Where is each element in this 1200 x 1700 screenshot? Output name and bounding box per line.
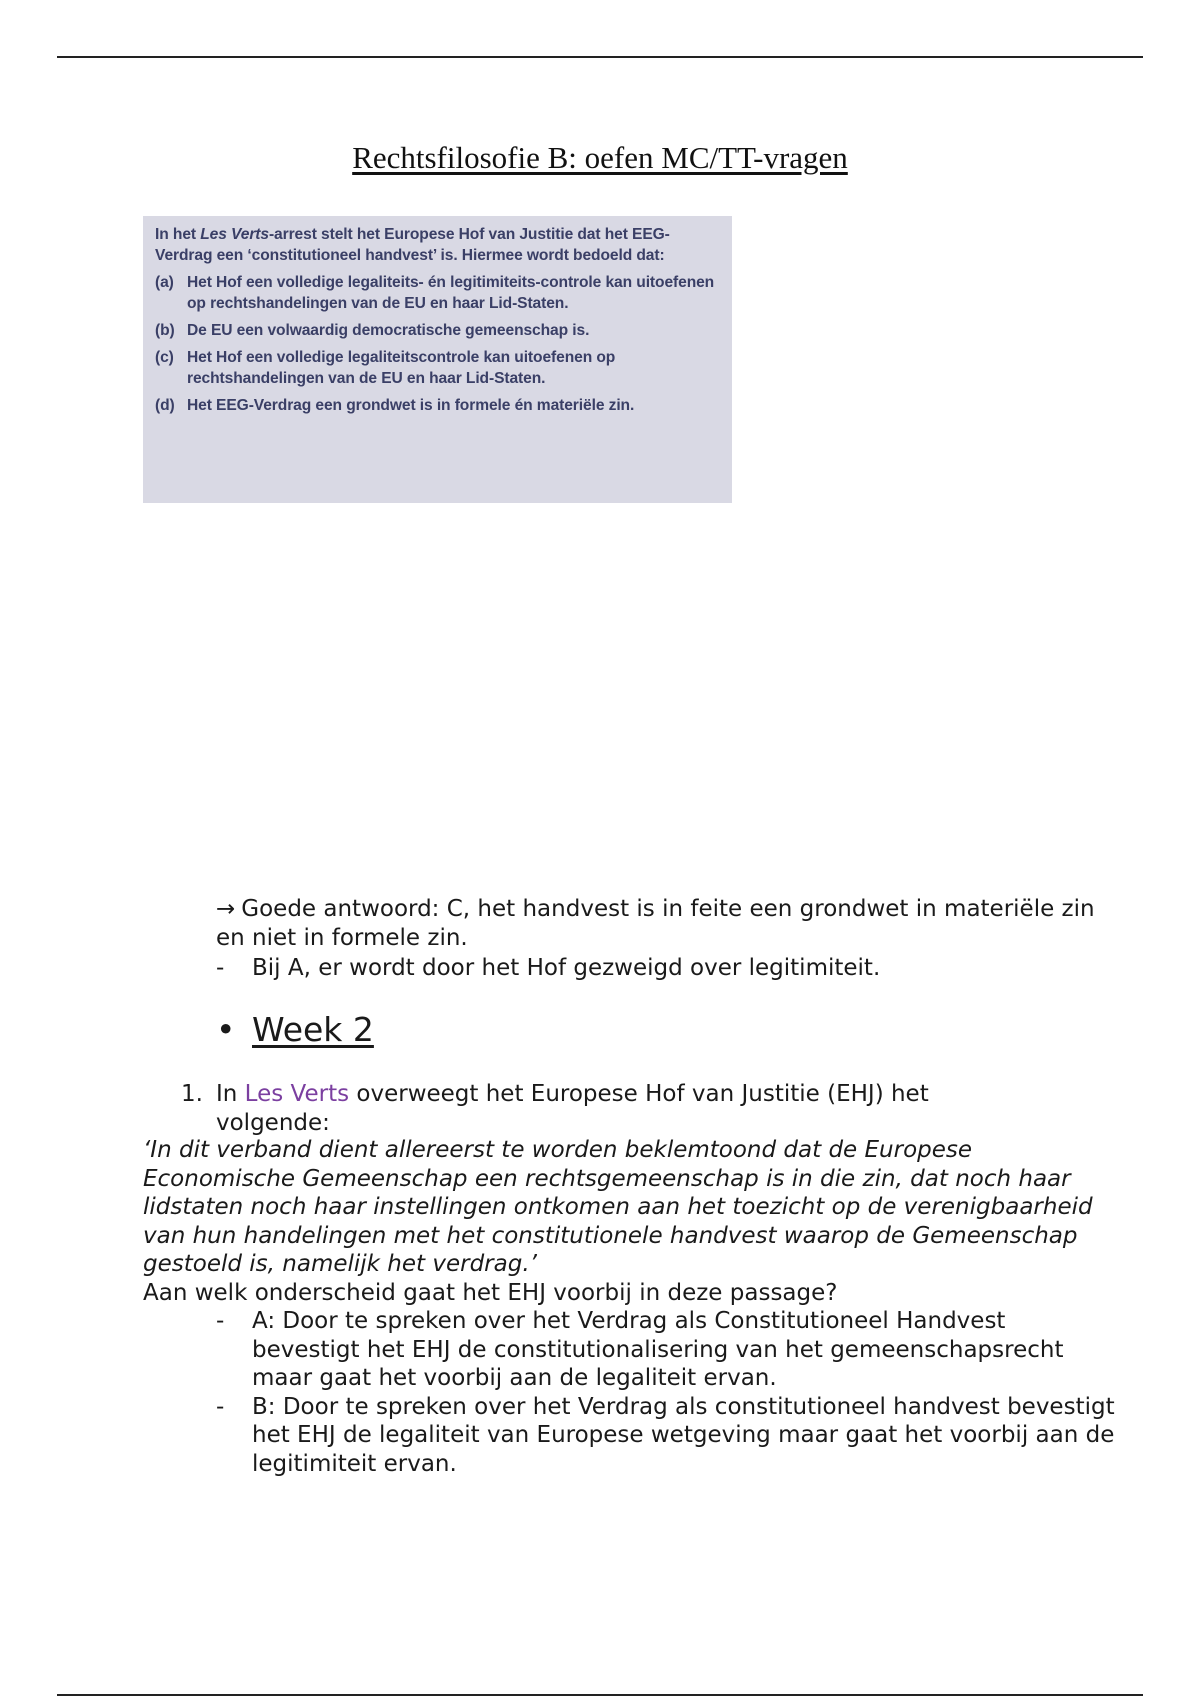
option-text: B: Door te spreken over het Verdrag als constitutioneel handvest bevestigt het EHJ de legaliteit van Europese wetgeving maar gaat het voorbij aan de legitimiteit ervan.	[252, 1393, 1115, 1477]
dash-marker: -	[216, 1308, 225, 1334]
answer-option	[216, 1393, 1116, 1479]
answer-text: Goede antwoord: C, het handvest is in feite een grondwet in materiële zin en niet in formele zin.	[216, 896, 1095, 951]
quote-passage: ‘In dit verband dient allereerst te worden beklemtoond dat de Europese Economische Gemeenschap een rechtsgemeenschap is in die zin, dat noch haar lidstaten noch haar instellingen ontkomen aan het toezicht op de verenigbaarheid van hun handelingen met het constitutionele handvest waarop de Gemeenschap gestoeld is, namelijk het verdrag.’	[143, 1137, 1093, 1277]
option-letter: (d)	[155, 397, 175, 414]
option-text: Het Hof een volledige legaliteitscontrole kan uitoefenen op rechtshandelingen van de EU en haar Lid-Staten.	[187, 349, 616, 387]
les-verts-link[interactable]: Les Verts	[244, 1081, 350, 1107]
option-text: A: Door te spreken over het Verdrag als Constitutioneel Handvest bevestigt het EHJ de constitutionalisering van het gemeenschapsrecht maar gaat het voorbij aan de legaliteit ervan.	[252, 1308, 1064, 1391]
option-text: Het Hof een volledige legaliteits- én legitimiteits-controle kan uitoefenen op rechtshandelingen van de EU en haar Lid-Staten.	[187, 274, 715, 312]
bottom-rule	[57, 1694, 1143, 1696]
answer-paragraph	[216, 895, 1116, 953]
question-intro	[216, 1080, 996, 1138]
page-title: Rechtsfilosofie B: oefen MC/TT-vragen	[352, 140, 848, 175]
image-option	[155, 272, 718, 314]
option-letter: (b)	[155, 322, 175, 339]
question-number: 1.	[181, 1081, 203, 1107]
stem-prefix: In het	[155, 226, 201, 243]
option-text: Het EEG-Verdrag een grondwet is in formele én materiële zin.	[187, 397, 635, 414]
image-option	[155, 320, 718, 341]
dash-marker: -	[216, 1393, 225, 1420]
bullet-icon: •	[216, 1010, 236, 1049]
stem-suffix: -arrest stelt het Europese Hof van Justitie dat het EEG-Verdrag een ‘constitutioneel handvest’ is. Hiermee wordt bedoeld dat:	[155, 226, 670, 264]
option-letter: (a)	[155, 274, 174, 291]
top-rule	[57, 56, 1143, 58]
answer-option	[216, 1307, 1116, 1393]
image-option	[155, 395, 718, 416]
dash-marker: -	[216, 955, 225, 981]
answer-note	[216, 954, 1116, 983]
arrow-icon: →	[216, 896, 236, 922]
option-text: De EU een volwaardig democratische gemeenschap is.	[187, 322, 590, 339]
option-letter: (c)	[155, 349, 174, 366]
intro-prefix: In	[216, 1081, 245, 1107]
answer-options	[216, 1307, 1116, 1478]
week-heading	[216, 1010, 374, 1050]
intro-suffix: overweegt het Europese Hof van Justitie (EHJ) het volgende:	[216, 1081, 929, 1136]
image-option	[155, 347, 718, 389]
question-prompt: Aan welk onderscheid gaat het EHJ voorbij in deze passage?	[143, 1280, 838, 1306]
question-image	[143, 216, 732, 503]
answer-note-text: Bij A, er wordt door het Hof gezweigd over legitimiteit.	[252, 955, 881, 981]
stem-italic: Les Verts	[200, 226, 269, 243]
week-label: Week 2	[252, 1010, 374, 1049]
question-stem	[155, 224, 718, 266]
